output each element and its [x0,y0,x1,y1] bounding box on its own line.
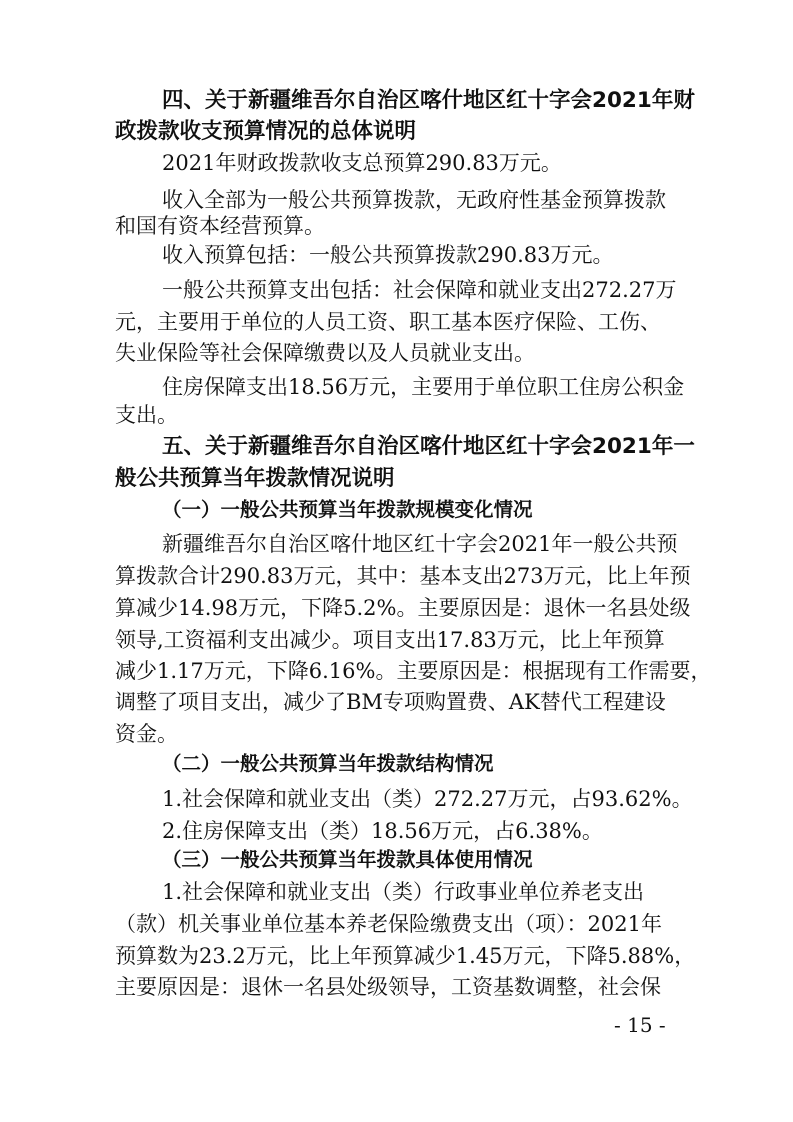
income-budget-paragraph: 收入预算包括：一般公共预算拨款290.83万元。 [162,243,614,267]
usage-line4: 主要原因是：退休一名县处级领导，工资基数调整，社会保 [115,975,661,999]
scale-change-line1: 新疆维吾尔自治区喀什地区红十字会2021年一般公共预 [162,532,678,556]
expenditure-line3: 失业保险等社会保障缴费以及人员就业支出。 [115,341,535,365]
scale-change-line3: 算减少14.98万元，下降5.2%。主要原因是：退休一名县处级 [115,596,691,620]
section5-heading-line1: 五、关于新疆维吾尔自治区喀什地区红十字会2021年一 [162,434,695,459]
scale-change-line7: 资金。 [115,722,178,746]
page-number: - 15 - [614,1013,666,1037]
usage-line3: 预算数为23.2万元，比上年预算减少1.45万元，下降5.88%， [115,944,696,968]
income-source-line2: 和国有资本经营预算。 [115,214,325,238]
expenditure-line1: 一般公共预算支出包括：社会保障和就业支出272.27万 [162,278,677,302]
scale-change-line6: 调整了项目支出，减少了BM专项购置费、AK替代工程建设 [115,690,666,714]
income-source-line1: 收入全部为一般公共预算拨款，无政府性基金预算拨款 [162,188,666,212]
usage-line1: 1.社会保障和就业支出（类）行政事业单位养老支出 [162,880,645,904]
section4-heading-line2: 政拨款收支预算情况的总体说明 [115,119,417,144]
structure-item-social: 1.社会保障和就业支出（类）272.27万元，占93.62%。 [162,787,693,811]
scale-change-line4: 领导,工资福利支出减少。项目支出17.83万元，比上年预算 [115,628,665,652]
scale-change-line2: 算拨款合计290.83万元，其中：基本支出273万元，比上年预 [115,564,691,588]
section5-heading-line2: 般公共预算当年拨款情况说明 [115,466,395,491]
expenditure-line2: 元，主要用于单位的人员工资、职工基本医疗保险、工伤、 [115,310,661,334]
housing-line2: 支出。 [115,403,178,427]
scale-change-line5: 减少1.17万元，下降6.16%。主要原因是：根据现有工作需要， [115,659,712,683]
housing-line1: 住房保障支出18.56万元，主要用于单位职工住房公积金 [162,375,685,399]
subsection2-title: （二）一般公共预算当年拨款结构情况 [162,752,494,775]
usage-line2: （款）机关事业单位基本养老保险缴费支出（项）：2021年 [115,912,662,936]
section4-heading-line1: 四、关于新疆维吾尔自治区喀什地区红十字会2021年财 [162,88,695,113]
structure-item-housing: 2.住房保障支出（类）18.56万元，占6.38%。 [162,819,603,843]
subsection1-title: （一）一般公共预算当年拨款规模变化情况 [162,498,533,521]
total-budget-paragraph: 2021年财政拨款收支总预算290.83万元。 [162,151,562,175]
subsection3-title: （三）一般公共预算当年拨款具体使用情况 [162,848,533,871]
